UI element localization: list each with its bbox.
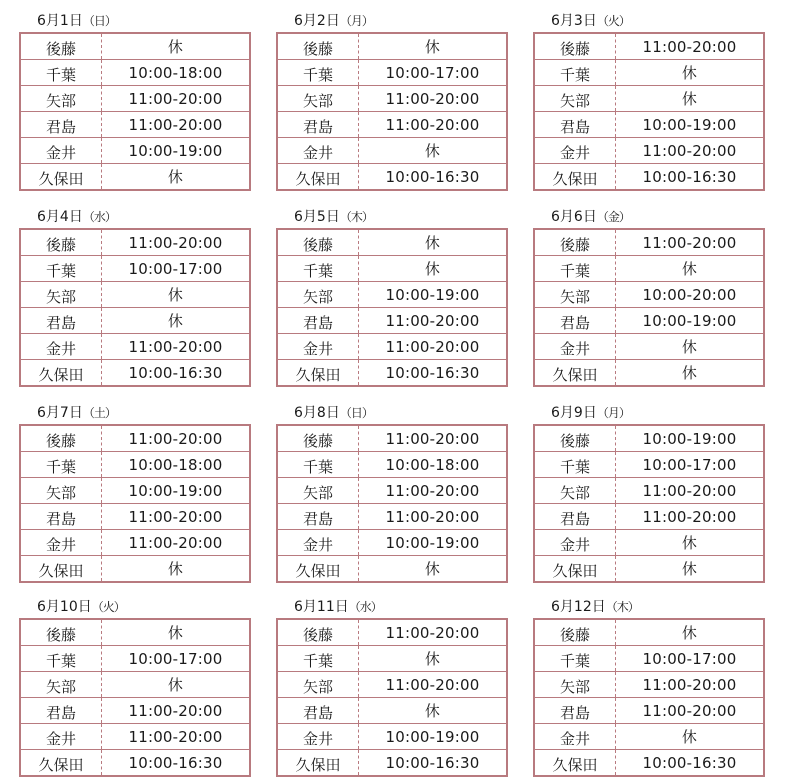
- shift-row: [20, 750, 250, 777]
- day-weekday: （水）: [82, 210, 116, 224]
- shift-row: [20, 724, 250, 750]
- day-schedule: [19, 206, 251, 387]
- shift-row: [534, 646, 764, 672]
- shift-time: 休: [167, 560, 184, 578]
- staff-name: 君島: [20, 112, 102, 138]
- shift-time: 11:00-20:00: [359, 86, 508, 112]
- shift-row: [534, 504, 764, 530]
- shift-time: 11:00-20:00: [359, 308, 508, 334]
- day-title: [276, 206, 508, 228]
- staff-name: 金井: [534, 138, 616, 164]
- shift-time: 休: [424, 560, 441, 578]
- staff-name: 金井: [20, 138, 102, 164]
- staff-name: 金井: [534, 334, 616, 360]
- day-date: 6月3日: [551, 13, 597, 29]
- shift-row: [277, 452, 507, 478]
- shift-time: 休: [359, 138, 508, 164]
- day-title: [533, 596, 765, 618]
- staff-name: 後藤: [20, 619, 102, 646]
- shift-time: 10:00-18:00: [359, 452, 508, 478]
- shift-row: [534, 112, 764, 138]
- shift-time: 休: [359, 33, 508, 60]
- shift-time: 11:00-20:00: [616, 672, 765, 698]
- shift-row: [534, 556, 764, 583]
- shift-row: [277, 556, 507, 583]
- shift-row: [534, 619, 764, 646]
- shift-row: [534, 308, 764, 334]
- day-schedule: [533, 10, 765, 191]
- shift-row: [534, 698, 764, 724]
- shift-row: [534, 86, 764, 112]
- shift-time: 10:00-17:00: [616, 646, 765, 672]
- staff-name: 金井: [534, 530, 616, 556]
- shift-time: 10:00-17:00: [359, 60, 508, 86]
- staff-name: 千葉: [277, 60, 359, 86]
- staff-name: 久保田: [277, 164, 359, 191]
- day-weekday: （水）: [348, 600, 382, 614]
- shift-time: 休: [616, 334, 765, 360]
- shift-row: [277, 425, 507, 452]
- staff-name: 矢部: [534, 282, 616, 308]
- staff-name: 君島: [534, 112, 616, 138]
- staff-name: 君島: [20, 308, 102, 334]
- shift-row: [277, 724, 507, 750]
- shift-row: [20, 504, 250, 530]
- staff-name: 千葉: [277, 452, 359, 478]
- staff-name: 千葉: [20, 646, 102, 672]
- shift-row: [534, 282, 764, 308]
- shift-row: [534, 229, 764, 256]
- staff-name: 久保田: [534, 750, 616, 777]
- shift-row: [277, 672, 507, 698]
- shift-time: 11:00-20:00: [102, 229, 251, 256]
- shift-table: [276, 618, 508, 777]
- staff-name: 君島: [20, 698, 102, 724]
- shift-row: [277, 360, 507, 387]
- shift-time: 10:00-17:00: [616, 452, 765, 478]
- shift-row: [277, 86, 507, 112]
- shift-row: [20, 646, 250, 672]
- day-weekday: （木）: [339, 210, 373, 224]
- shift-row: [20, 556, 250, 583]
- shift-table: [276, 228, 508, 387]
- day-date: 6月5日: [294, 209, 340, 225]
- shift-row: [534, 478, 764, 504]
- shift-time: 10:00-16:30: [385, 167, 480, 186]
- staff-name: 千葉: [534, 646, 616, 672]
- staff-name: 矢部: [277, 86, 359, 112]
- shift-time: 11:00-20:00: [616, 138, 765, 164]
- staff-name: 君島: [277, 698, 359, 724]
- day-weekday: （月）: [596, 406, 630, 420]
- staff-name: 千葉: [20, 60, 102, 86]
- staff-name: 金井: [20, 724, 102, 750]
- day-date: 6月8日: [294, 405, 340, 421]
- staff-name: 後藤: [20, 229, 102, 256]
- shift-time: 休: [359, 698, 508, 724]
- shift-time: 休: [616, 86, 765, 112]
- day-schedule: [276, 10, 508, 191]
- shift-row: [534, 138, 764, 164]
- shift-time: 11:00-20:00: [359, 112, 508, 138]
- shift-row: [20, 452, 250, 478]
- staff-name: 久保田: [20, 750, 102, 777]
- staff-name: 千葉: [20, 452, 102, 478]
- shift-row: [20, 138, 250, 164]
- shift-time: 11:00-20:00: [102, 530, 251, 556]
- day-schedule: [19, 402, 251, 583]
- staff-name: 君島: [534, 504, 616, 530]
- shift-row: [20, 60, 250, 86]
- shift-time: 10:00-19:00: [102, 138, 251, 164]
- shift-time: 11:00-20:00: [359, 478, 508, 504]
- day-date: 6月11日: [294, 599, 349, 615]
- staff-name: 矢部: [20, 282, 102, 308]
- day-title: [19, 10, 251, 32]
- shift-time: 休: [616, 530, 765, 556]
- shift-row: [534, 60, 764, 86]
- day-weekday: （月）: [339, 14, 373, 28]
- shift-row: [20, 164, 250, 191]
- shift-time: 11:00-20:00: [616, 33, 765, 60]
- staff-name: 矢部: [20, 672, 102, 698]
- shift-time: 11:00-20:00: [102, 112, 251, 138]
- shift-time: 10:00-18:00: [102, 452, 251, 478]
- shift-table: [19, 424, 251, 583]
- shift-row: [277, 504, 507, 530]
- day-weekday: （日）: [339, 406, 373, 420]
- shift-time: 休: [102, 308, 251, 334]
- shift-row: [20, 530, 250, 556]
- staff-name: 君島: [534, 308, 616, 334]
- day-date: 6月1日: [37, 13, 83, 29]
- staff-name: 矢部: [534, 86, 616, 112]
- day-title: [533, 10, 765, 32]
- shift-row: [534, 256, 764, 282]
- day-date: 6月9日: [551, 405, 597, 421]
- staff-name: 金井: [277, 724, 359, 750]
- day-schedule: [19, 596, 251, 777]
- staff-name: 千葉: [277, 646, 359, 672]
- shift-table: [19, 32, 251, 191]
- shift-row: [277, 112, 507, 138]
- shift-table: [533, 32, 765, 191]
- shift-time: 10:00-16:30: [128, 363, 223, 382]
- shift-time: 10:00-19:00: [616, 425, 765, 452]
- staff-name: 久保田: [277, 556, 359, 583]
- day-date: 6月10日: [37, 599, 92, 615]
- shift-time: 10:00-19:00: [616, 308, 765, 334]
- staff-name: 久保田: [20, 556, 102, 583]
- shift-time: 10:00-16:30: [385, 363, 480, 382]
- shift-time: 11:00-20:00: [102, 86, 251, 112]
- shift-row: [277, 33, 507, 60]
- day-title: [276, 402, 508, 424]
- shift-time: 10:00-17:00: [102, 256, 251, 282]
- day-title: [533, 206, 765, 228]
- shift-time: 休: [616, 619, 765, 646]
- day-title: [533, 402, 765, 424]
- day-schedule: [276, 206, 508, 387]
- staff-name: 矢部: [277, 672, 359, 698]
- day-weekday: （金）: [596, 210, 630, 224]
- shift-time: 10:00-19:00: [102, 478, 251, 504]
- shift-row: [20, 478, 250, 504]
- staff-name: 金井: [277, 334, 359, 360]
- day-date: 6月2日: [294, 13, 340, 29]
- shift-row: [20, 229, 250, 256]
- staff-name: 後藤: [277, 33, 359, 60]
- shift-time: 10:00-16:30: [385, 753, 480, 772]
- shift-time: 11:00-20:00: [359, 334, 508, 360]
- shift-time: 休: [616, 256, 765, 282]
- staff-name: 金井: [534, 724, 616, 750]
- day-weekday: （木）: [605, 600, 639, 614]
- shift-time: 10:00-16:30: [642, 167, 737, 186]
- shift-time: 休: [102, 33, 251, 60]
- staff-name: 後藤: [534, 229, 616, 256]
- shift-row: [534, 360, 764, 387]
- staff-name: 矢部: [20, 86, 102, 112]
- day-schedule: [533, 596, 765, 777]
- shift-row: [20, 619, 250, 646]
- shift-row: [534, 452, 764, 478]
- shift-row: [277, 229, 507, 256]
- shift-row: [20, 425, 250, 452]
- shift-time: 10:00-19:00: [359, 282, 508, 308]
- shift-row: [534, 164, 764, 191]
- day-title: [276, 596, 508, 618]
- staff-name: 久保田: [534, 556, 616, 583]
- staff-name: 後藤: [534, 425, 616, 452]
- shift-row: [534, 672, 764, 698]
- staff-name: 君島: [20, 504, 102, 530]
- shift-table: [533, 424, 765, 583]
- shift-time: 休: [359, 256, 508, 282]
- shift-row: [20, 698, 250, 724]
- shift-time: 11:00-20:00: [359, 672, 508, 698]
- staff-name: 千葉: [277, 256, 359, 282]
- staff-name: 矢部: [534, 478, 616, 504]
- staff-name: 千葉: [20, 256, 102, 282]
- shift-time: 休: [102, 282, 251, 308]
- shift-time: 休: [359, 229, 508, 256]
- shift-time: 10:00-18:00: [102, 60, 251, 86]
- staff-name: 矢部: [277, 478, 359, 504]
- staff-name: 後藤: [277, 619, 359, 646]
- shift-time: 11:00-20:00: [102, 334, 251, 360]
- shift-row: [534, 724, 764, 750]
- staff-name: 千葉: [534, 60, 616, 86]
- day-weekday: （日）: [82, 14, 116, 28]
- shift-time: 休: [616, 724, 765, 750]
- shift-time: 11:00-20:00: [359, 504, 508, 530]
- shift-row: [20, 86, 250, 112]
- shift-time: 休: [102, 672, 251, 698]
- shift-row: [277, 619, 507, 646]
- shift-row: [534, 425, 764, 452]
- shift-time: 10:00-19:00: [359, 530, 508, 556]
- shift-table: [533, 228, 765, 387]
- staff-name: 久保田: [20, 164, 102, 191]
- shift-row: [277, 308, 507, 334]
- day-title: [19, 402, 251, 424]
- day-schedule: [276, 596, 508, 777]
- day-schedule: [533, 402, 765, 583]
- shift-row: [534, 33, 764, 60]
- shift-time: 11:00-20:00: [359, 619, 508, 646]
- staff-name: 矢部: [20, 478, 102, 504]
- staff-name: 後藤: [534, 619, 616, 646]
- shift-time: 10:00-19:00: [616, 112, 765, 138]
- shift-time: 10:00-16:30: [642, 753, 737, 772]
- day-date: 6月6日: [551, 209, 597, 225]
- shift-time: 休: [167, 168, 184, 186]
- shift-row: [277, 478, 507, 504]
- shift-row: [20, 360, 250, 387]
- shift-time: 11:00-20:00: [102, 504, 251, 530]
- day-schedule: [19, 10, 251, 191]
- shift-row: [277, 698, 507, 724]
- shift-time: 11:00-20:00: [102, 698, 251, 724]
- day-title: [19, 596, 251, 618]
- shift-row: [277, 164, 507, 191]
- shift-time: 11:00-20:00: [102, 724, 251, 750]
- staff-name: 金井: [277, 138, 359, 164]
- staff-name: 矢部: [277, 282, 359, 308]
- staff-name: 君島: [277, 504, 359, 530]
- shift-table: [533, 618, 765, 777]
- day-date: 6月7日: [37, 405, 83, 421]
- staff-name: 久保田: [277, 360, 359, 387]
- shift-time: 11:00-20:00: [616, 698, 765, 724]
- staff-name: 千葉: [534, 452, 616, 478]
- staff-name: 久保田: [20, 360, 102, 387]
- staff-name: 久保田: [534, 360, 616, 387]
- staff-name: 君島: [277, 308, 359, 334]
- staff-name: 後藤: [277, 229, 359, 256]
- day-weekday: （火）: [91, 600, 125, 614]
- day-weekday: （火）: [596, 14, 630, 28]
- staff-name: 久保田: [534, 164, 616, 191]
- shift-row: [20, 33, 250, 60]
- shift-row: [277, 646, 507, 672]
- shift-table: [19, 228, 251, 387]
- shift-row: [20, 308, 250, 334]
- shift-time: 10:00-16:30: [128, 753, 223, 772]
- staff-name: 久保田: [277, 750, 359, 777]
- shift-table: [276, 32, 508, 191]
- shift-row: [20, 256, 250, 282]
- day-weekday: （土）: [82, 406, 116, 420]
- shift-time: 11:00-20:00: [102, 425, 251, 452]
- shift-row: [277, 256, 507, 282]
- shift-row: [277, 60, 507, 86]
- shift-row: [277, 282, 507, 308]
- staff-name: 金井: [20, 530, 102, 556]
- staff-name: 君島: [277, 112, 359, 138]
- staff-name: 後藤: [277, 425, 359, 452]
- staff-name: 千葉: [534, 256, 616, 282]
- shift-time: 休: [359, 646, 508, 672]
- day-date: 6月12日: [551, 599, 606, 615]
- shift-table: [19, 618, 251, 777]
- shift-time: 10:00-17:00: [102, 646, 251, 672]
- shift-time: 休: [681, 364, 698, 382]
- shift-row: [534, 334, 764, 360]
- day-schedule: [276, 402, 508, 583]
- staff-name: 君島: [534, 698, 616, 724]
- staff-name: 後藤: [20, 33, 102, 60]
- shift-time: 11:00-20:00: [616, 229, 765, 256]
- shift-time: 休: [102, 619, 251, 646]
- shift-table: [276, 424, 508, 583]
- staff-name: 後藤: [20, 425, 102, 452]
- shift-row: [20, 282, 250, 308]
- shift-row: [277, 138, 507, 164]
- shift-time: 11:00-20:00: [616, 504, 765, 530]
- shift-time: 休: [681, 560, 698, 578]
- staff-name: 矢部: [534, 672, 616, 698]
- day-schedule: [533, 206, 765, 387]
- shift-row: [277, 750, 507, 777]
- shift-time: 休: [616, 60, 765, 86]
- shift-time: 11:00-20:00: [616, 478, 765, 504]
- shift-row: [277, 530, 507, 556]
- shift-time: 11:00-20:00: [359, 425, 508, 452]
- shift-row: [277, 334, 507, 360]
- day-title: [276, 10, 508, 32]
- shift-time: 10:00-20:00: [616, 282, 765, 308]
- staff-name: 金井: [277, 530, 359, 556]
- day-date: 6月4日: [37, 209, 83, 225]
- shift-row: [20, 334, 250, 360]
- staff-name: 金井: [20, 334, 102, 360]
- staff-name: 後藤: [534, 33, 616, 60]
- shift-row: [20, 112, 250, 138]
- shift-row: [20, 672, 250, 698]
- day-title: [19, 206, 251, 228]
- shift-time: 10:00-19:00: [359, 724, 508, 750]
- shift-row: [534, 530, 764, 556]
- shift-row: [534, 750, 764, 777]
